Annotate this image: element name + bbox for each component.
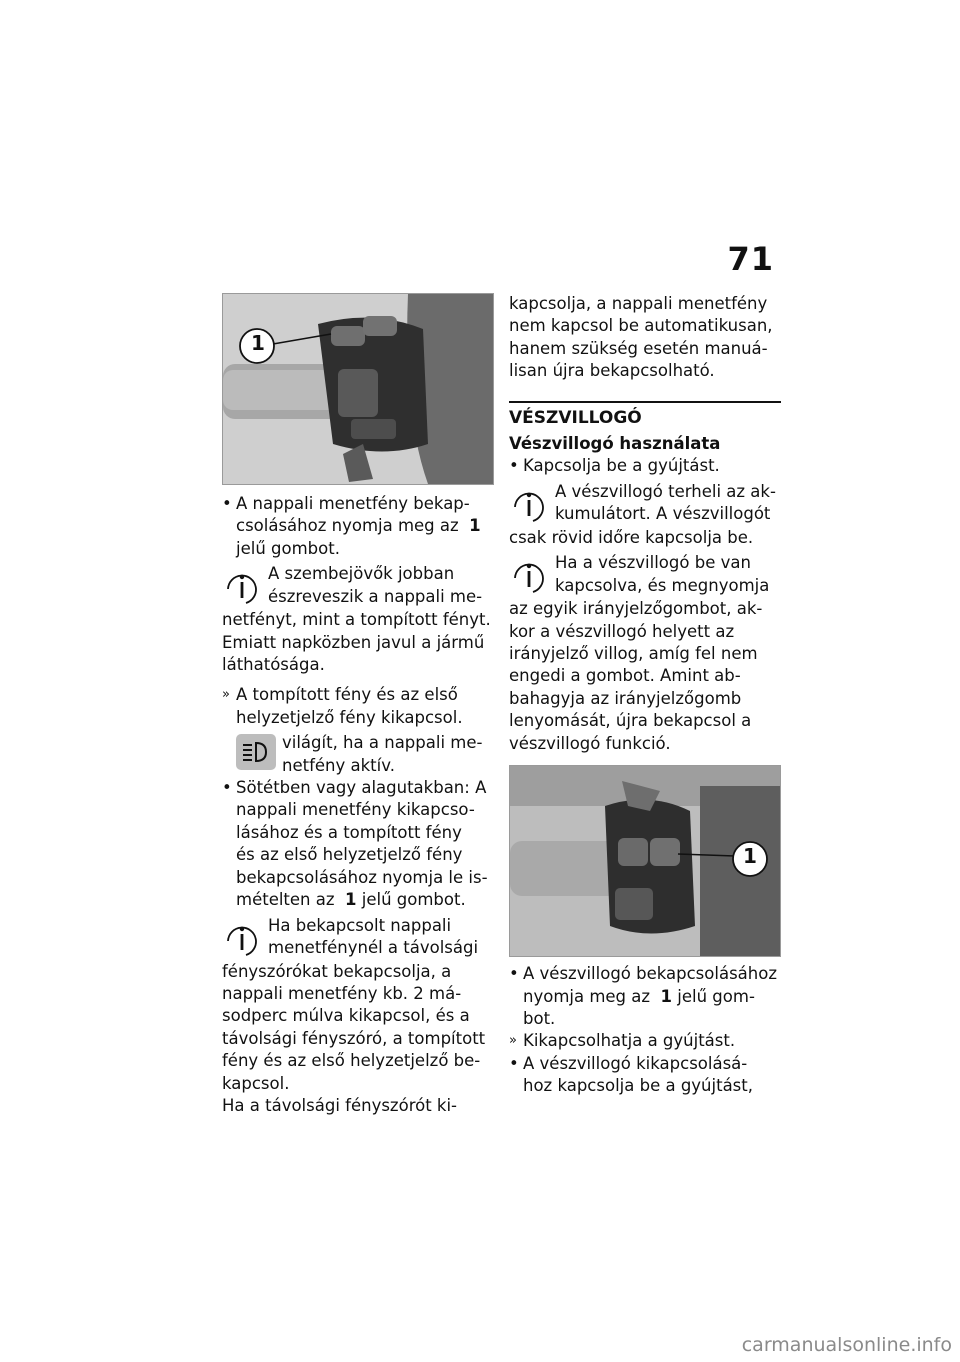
text-line: netfény aktív. (282, 755, 395, 775)
subsection-title: Vészvillogó használata (509, 434, 721, 454)
button-reference-number: 1 (660, 986, 673, 1006)
text-line: nem kapcsol be automatikusan, (509, 316, 773, 336)
page-number: 71 (727, 240, 774, 278)
text-line: engedi a gombot. Amint ab- (509, 666, 741, 686)
text-line: Kikapcsolhatja a gyújtást. (523, 1031, 736, 1051)
text-line: bahagyja az irányjelzőgomb (509, 688, 742, 708)
text-line: Sötétben vagy alagutakban: A (236, 778, 487, 798)
bullet-symbol: • (222, 494, 232, 513)
text-line: láthatósága. (222, 655, 325, 675)
text-line: menetfénynél a távolsági (268, 937, 479, 957)
figure-callout-1: 1 (251, 331, 265, 355)
text-line: A vészvillogó kikapcsolásá- (523, 1053, 748, 1073)
text-line: helyzetjelző fény kikapcsol. (236, 707, 463, 727)
instruction-item (222, 493, 492, 560)
daytime-light-indicator-note (236, 732, 492, 777)
instruction-item (509, 1053, 781, 1098)
text-line: kumulátort. A vészvillogót (555, 504, 771, 524)
text-line: fényszórókat bekapcsolja, a (222, 961, 452, 981)
instruction-item (509, 963, 781, 1030)
watermark-link[interactable]: carmanualsonline.info (741, 1334, 952, 1356)
info-note-icon (509, 554, 549, 598)
result-symbol: » (509, 1033, 517, 1049)
text-line: irányjelző villog, amíg fel nem (509, 644, 758, 664)
text-line: és az első helyzetjelző fény (236, 845, 463, 865)
text-line: észreveszik a nappali me- (268, 586, 483, 606)
text-line: az egyik irányjelzőgombot, ak- (509, 599, 763, 619)
bullet-symbol: • (509, 1053, 519, 1073)
text-line (236, 515, 492, 537)
text-line: A szembejövők jobban (268, 564, 455, 584)
handlebar-switch-illustration (223, 294, 493, 484)
text-line: kapcsolva, és megnyomja (555, 575, 770, 595)
left-column (222, 293, 492, 1117)
text-line: Ha bekapcsolt nappali (268, 915, 452, 935)
text-span: mételten az (236, 890, 335, 910)
info-note (222, 563, 492, 676)
text-span: jelű gom- (677, 986, 755, 1006)
text-line: világít, ha a nappali me- (282, 733, 483, 753)
text-line: bot. (523, 1008, 556, 1028)
text-line: sodperc múlva kikapcsol, és a (222, 1006, 470, 1026)
bullet-symbol: • (509, 456, 519, 476)
text-span: nyomja meg az (523, 986, 651, 1006)
text-line: A nappali menetfény bekap- (236, 494, 470, 513)
text-line: netfényt, mint a tompított fényt. (222, 610, 491, 630)
handlebar-switch-figure-daytime-light (222, 293, 494, 485)
text-line: nappali menetfény kb. 2 má- (222, 983, 462, 1003)
text-line: távolsági fényszóró, a tompított (222, 1028, 486, 1048)
text-line: A vészvillogó terheli az ak- (555, 481, 776, 501)
continued-paragraph (509, 293, 781, 383)
text-line (523, 986, 781, 1008)
text-line (236, 889, 492, 911)
text-line: bekapcsolásához nyomja le is- (236, 867, 488, 887)
info-note-icon (222, 565, 262, 609)
right-column (509, 293, 781, 1098)
text-line: A vészvillogó bekapcsolásához (523, 964, 777, 984)
text-line: lenyomását, újra bekapcsol a (509, 711, 752, 731)
bullet-symbol: • (509, 964, 519, 984)
text-line: nappali menetfény kikapcso- (236, 800, 475, 820)
section-divider (509, 401, 781, 456)
text-line: kapcsolja, a nappali menetfény (509, 294, 768, 313)
instruction-item (222, 777, 492, 911)
button-reference-number: 1 (345, 890, 357, 910)
info-note (509, 481, 781, 549)
text-line: Emiatt napközben javul a jármű (222, 632, 485, 652)
daytime-running-light-icon (236, 734, 276, 770)
figure-callout-1: 1 (743, 844, 757, 869)
info-note-icon (222, 917, 262, 961)
text-line: csak rövid időre kapcsolja be. (509, 527, 754, 547)
text-line: Ha a távolsági fényszórót ki- (222, 1095, 458, 1115)
text-line: vészvillogó funkció. (509, 733, 671, 753)
handlebar-switch-figure-hazard (509, 765, 781, 957)
info-note (509, 552, 781, 755)
result-symbol: » (222, 687, 230, 703)
bullet-symbol: • (222, 778, 232, 798)
text-line: lásához és a tompított fény (236, 822, 462, 842)
text-line: fény és az első helyzetjelző be- (222, 1051, 481, 1071)
text-line: kapcsol. (222, 1073, 290, 1093)
text-span: jelű gombot. (361, 890, 466, 910)
text-line: Kapcsolja be a gyújtást. (523, 456, 720, 476)
result-item (222, 684, 492, 777)
text-line: hanem szükség esetén manuá- (509, 338, 768, 358)
result-item (509, 1030, 781, 1052)
text-span: csolásához nyomja meg az (236, 516, 459, 536)
text-line: hoz kapcsolja be a gyújtást, (523, 1076, 753, 1096)
text-line: jelű gombot. (236, 538, 340, 558)
section-title: VÉSZVILLOGÓ (509, 407, 642, 428)
button-reference-number: 1 (469, 516, 481, 536)
text-line: A tompított fény és az első (236, 685, 458, 705)
info-note-icon (509, 483, 549, 527)
text-line: Ha a vészvillogó be van (555, 553, 751, 573)
text-line: lisan újra bekapcsolható. (509, 361, 715, 381)
instruction-item (509, 455, 781, 477)
text-line: kor a vészvillogó helyett az (509, 621, 735, 641)
info-note (222, 915, 492, 1118)
